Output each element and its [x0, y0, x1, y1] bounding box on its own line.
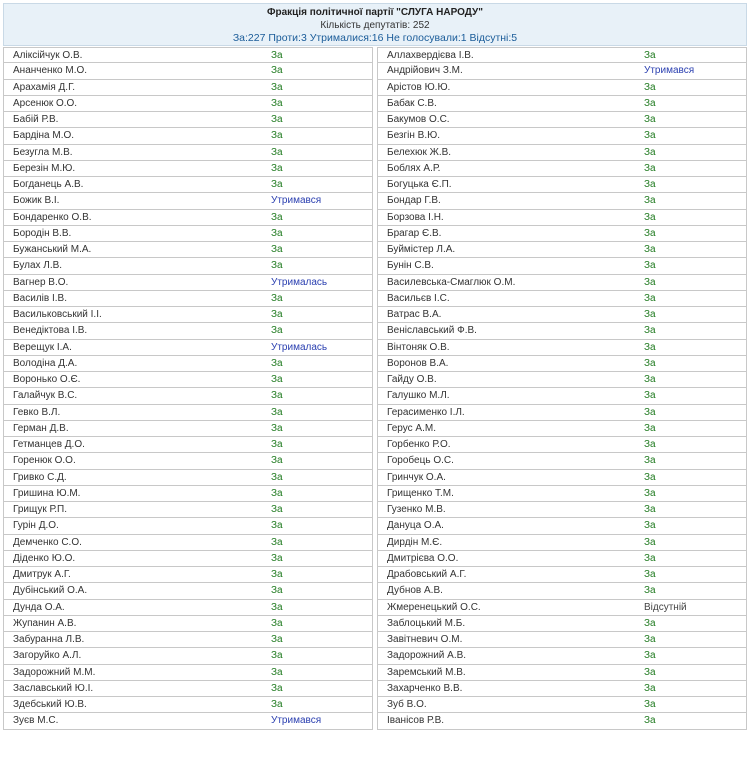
deputy-vote: Відсутній: [644, 601, 687, 613]
deputy-vote: Утримався: [644, 65, 695, 77]
deputy-vote: Утрималась: [271, 276, 328, 288]
deputy-row: [377, 96, 747, 112]
faction-title: Фракція політичної партії "СЛУГА НАРОДУ": [266, 7, 484, 18]
faction-header: [3, 3, 747, 46]
deputy-name: Воронов В.А.: [387, 357, 449, 369]
deputy-vote: За: [644, 390, 656, 402]
deputy-name: Ананченко М.О.: [13, 65, 88, 77]
deputy-row: [3, 96, 373, 112]
deputy-name: Заславський Ю.І.: [13, 682, 94, 694]
deputy-row: [3, 275, 373, 291]
deputy-row: [377, 648, 747, 664]
deputy-vote: За: [271, 520, 283, 532]
vote-summary: За:227 Проти:3 Утрималися:16 Не голосували:1 Відсутні:5: [232, 32, 518, 44]
deputy-row: [377, 518, 747, 534]
deputy-row: [377, 193, 747, 209]
deputy-name: Іванісов Р.В.: [387, 715, 445, 727]
deputy-row: [3, 372, 373, 388]
deputy-vote: За: [271, 682, 283, 694]
deputy-vote: За: [644, 114, 656, 126]
deputy-row: [377, 486, 747, 502]
deputy-vote: За: [644, 487, 656, 499]
deputy-name: Забуранна Л.В.: [13, 634, 85, 646]
deputy-vote: За: [271, 357, 283, 369]
deputy-row: [377, 437, 747, 453]
deputy-vote: За: [644, 715, 656, 727]
deputy-vote: За: [271, 244, 283, 256]
deputy-vote: За: [644, 260, 656, 272]
deputy-row: [3, 551, 373, 567]
deputy-name: Божик В.І.: [13, 195, 60, 207]
deputy-row: [377, 210, 747, 226]
deputy-vote: За: [644, 244, 656, 256]
deputy-vote: За: [271, 227, 283, 239]
deputy-row: [3, 388, 373, 404]
deputy-row: [3, 128, 373, 144]
deputy-vote: За: [644, 634, 656, 646]
deputy-row: [3, 437, 373, 453]
deputy-name: Заремський М.В.: [387, 666, 466, 678]
deputy-name: Драбовський А.Г.: [387, 569, 467, 581]
deputy-name: Горобець О.С.: [387, 455, 454, 467]
deputy-vote: За: [271, 650, 283, 662]
deputy-name: Володіна Д.А.: [13, 357, 78, 369]
deputy-row: [377, 616, 747, 632]
deputy-row: [3, 323, 373, 339]
deputy-name: Арістов Ю.Ю.: [387, 81, 451, 93]
deputy-name: Здебський Ю.В.: [13, 699, 87, 711]
deputy-vote: За: [271, 439, 283, 451]
deputy-name: Жмеренецький О.С.: [387, 601, 481, 613]
deputy-vote: За: [271, 179, 283, 191]
deputy-name: Загоруйко А.Л.: [13, 650, 82, 662]
deputy-row: [3, 486, 373, 502]
deputy-row: [3, 242, 373, 258]
deputy-name: Венедіктова І.В.: [13, 325, 88, 337]
deputy-name: Буймістер Л.А.: [387, 244, 456, 256]
deputy-vote: Утрималась: [271, 341, 328, 353]
deputy-row: [3, 161, 373, 177]
deputy-name: Белехюк Ж.В.: [387, 146, 452, 158]
deputy-vote: За: [271, 552, 283, 564]
deputy-name: Гузенко М.В.: [387, 504, 446, 516]
deputy-name: Березін М.Ю.: [13, 162, 76, 174]
deputy-vote: За: [644, 569, 656, 581]
deputy-vote: За: [644, 81, 656, 93]
deputy-vote: За: [644, 292, 656, 304]
deputy-vote: За: [271, 114, 283, 126]
deputy-vote: За: [644, 162, 656, 174]
deputy-name: Демченко С.О.: [13, 536, 82, 548]
deputy-row: [377, 421, 747, 437]
deputy-vote: Утримався: [271, 715, 322, 727]
deputy-vote: За: [644, 211, 656, 223]
deputy-row: [3, 665, 373, 681]
deputy-vote: За: [271, 699, 283, 711]
deputy-name: Богуцька Є.П.: [387, 179, 452, 191]
deputy-row: [377, 470, 747, 486]
deputy-vote: За: [271, 146, 283, 158]
deputy-vote: За: [271, 487, 283, 499]
deputy-vote: За: [271, 260, 283, 272]
deputy-name: Бабак С.В.: [387, 97, 437, 109]
deputy-name: Задорожний А.В.: [387, 650, 467, 662]
deputy-row: [377, 632, 747, 648]
deputy-name: Богданець А.В.: [13, 179, 84, 191]
deputy-vote: За: [271, 374, 283, 386]
deputy-name: Гайду О.В.: [387, 374, 437, 386]
deputy-vote: За: [644, 406, 656, 418]
deputy-name: Горбенко Р.О.: [387, 439, 451, 451]
deputy-row: [377, 80, 747, 96]
deputy-name: Гетманцев Д.О.: [13, 439, 85, 451]
deputy-vote: За: [644, 309, 656, 321]
deputy-row: [3, 112, 373, 128]
deputy-row: [3, 502, 373, 518]
deputy-name: Задорожний М.М.: [13, 666, 96, 678]
deputy-row: [377, 453, 747, 469]
deputy-row: [377, 323, 747, 339]
deputy-row: [3, 453, 373, 469]
deputy-name: Дануца О.А.: [387, 520, 444, 532]
deputy-vote: За: [644, 617, 656, 629]
deputy-name: Арахамія Д.Г.: [13, 81, 76, 93]
deputy-row: [377, 388, 747, 404]
deputy-name: Гривко С.Д.: [13, 471, 67, 483]
deputy-name: Дмитрієва О.О.: [387, 552, 459, 564]
deputy-vote: За: [271, 309, 283, 321]
deputy-name: Жупанин А.В.: [13, 617, 77, 629]
deputy-name: Арсенюк О.О.: [13, 97, 78, 109]
deputy-row: [3, 177, 373, 193]
deputy-row: [377, 226, 747, 242]
deputy-vote: За: [644, 49, 656, 61]
deputy-row: [3, 291, 373, 307]
deputy-row: [3, 567, 373, 583]
deputy-row: [377, 697, 747, 713]
deputy-name: Грищук Р.П.: [13, 504, 68, 516]
deputy-vote: За: [271, 617, 283, 629]
deputy-row: [377, 161, 747, 177]
deputy-name: Дубнов А.В.: [387, 585, 443, 597]
deputy-name: Безугла М.В.: [13, 146, 73, 158]
deputy-vote: За: [644, 146, 656, 158]
deputy-vote: За: [644, 682, 656, 694]
deputy-vote: За: [644, 455, 656, 467]
deputy-name: Васильковський І.І.: [13, 309, 102, 321]
deputy-name: Василів І.В.: [13, 292, 67, 304]
deputy-name: Гринчук О.А.: [387, 471, 446, 483]
deputy-row: [3, 307, 373, 323]
deputy-name: Дунда О.А.: [13, 601, 65, 613]
deputy-row: [377, 145, 747, 161]
deputy-row: [3, 421, 373, 437]
deputy-name: Галайчук В.С.: [13, 390, 78, 402]
deputy-row: [377, 600, 747, 616]
deputy-vote: За: [271, 130, 283, 142]
deputy-row: [3, 226, 373, 242]
deputy-count: Кількість депутатів: 252: [320, 20, 430, 31]
deputy-name: Захарченко В.В.: [387, 682, 463, 694]
deputy-row: [377, 128, 747, 144]
deputy-name: Грищенко Т.М.: [387, 487, 454, 499]
deputy-row: [3, 210, 373, 226]
deputy-row: [3, 193, 373, 209]
deputy-row: [377, 275, 747, 291]
deputy-vote: За: [271, 162, 283, 174]
deputy-name: Аллахвердієва І.В.: [387, 49, 474, 61]
deputy-name: Булах Л.В.: [13, 260, 63, 272]
deputy-name: Верещук І.А.: [13, 341, 72, 353]
deputy-name: Завітневич О.М.: [387, 634, 463, 646]
deputy-vote: За: [644, 179, 656, 191]
deputy-row: [377, 47, 747, 63]
deputy-row: [377, 177, 747, 193]
deputy-name: Бардіна М.О.: [13, 130, 75, 142]
deputy-row: [377, 291, 747, 307]
deputy-row: [377, 535, 747, 551]
deputy-vote: За: [271, 422, 283, 434]
deputy-row: [377, 405, 747, 421]
deputy-vote: За: [271, 471, 283, 483]
deputy-row: [377, 713, 747, 729]
deputy-row: [3, 145, 373, 161]
deputy-name: Бабій Р.В.: [13, 114, 59, 126]
deputy-row: [377, 307, 747, 323]
deputy-row: [377, 63, 747, 79]
deputy-name: Заблоцький М.Б.: [387, 617, 466, 629]
deputy-vote: За: [644, 227, 656, 239]
deputy-name: Бондаренко О.В.: [13, 211, 92, 223]
deputy-row: [3, 356, 373, 372]
deputy-row: [3, 63, 373, 79]
deputy-name: Бородін В.В.: [13, 227, 72, 239]
deputy-row: [377, 356, 747, 372]
deputy-name: Аліксійчук О.В.: [13, 49, 83, 61]
deputy-vote: За: [271, 406, 283, 418]
deputy-vote: За: [644, 130, 656, 142]
deputy-vote: За: [644, 585, 656, 597]
deputy-row: [3, 340, 373, 356]
deputies-column-left: [3, 47, 373, 730]
deputy-name: Дмитрук А.Г.: [13, 569, 71, 581]
deputy-vote: За: [271, 601, 283, 613]
deputy-vote: За: [271, 634, 283, 646]
deputy-vote: За: [644, 552, 656, 564]
deputy-row: [3, 258, 373, 274]
deputy-name: Герасименко І.Л.: [387, 406, 465, 418]
deputy-vote: За: [271, 536, 283, 548]
deputy-row: [3, 405, 373, 421]
deputy-vote: Утримався: [271, 195, 322, 207]
deputy-row: [3, 535, 373, 551]
deputy-row: [3, 518, 373, 534]
deputy-row: [377, 583, 747, 599]
deputy-row: [3, 681, 373, 697]
deputy-name: Дирдін М.Є.: [387, 536, 443, 548]
deputy-vote: За: [271, 666, 283, 678]
deputy-row: [3, 648, 373, 664]
deputy-vote: За: [644, 341, 656, 353]
deputy-name: Галушко М.Л.: [387, 390, 450, 402]
deputy-vote: За: [644, 536, 656, 548]
deputy-name: Зуб В.О.: [387, 699, 427, 711]
deputy-vote: За: [644, 97, 656, 109]
deputy-name: Брагар Є.В.: [387, 227, 442, 239]
deputy-name: Вінтоняк О.В.: [387, 341, 450, 353]
deputy-name: Бужанський М.А.: [13, 244, 92, 256]
deputies-column-right: [377, 47, 747, 730]
deputy-vote: За: [271, 97, 283, 109]
deputy-vote: За: [271, 325, 283, 337]
deputy-vote: За: [644, 699, 656, 711]
deputy-vote: За: [644, 666, 656, 678]
deputy-row: [3, 697, 373, 713]
deputy-row: [3, 616, 373, 632]
deputy-row: [3, 47, 373, 63]
deputy-name: Гевко В.Л.: [13, 406, 61, 418]
deputy-name: Горенюк О.О.: [13, 455, 76, 467]
deputy-vote: За: [644, 325, 656, 337]
deputy-name: Зуєв М.С.: [13, 715, 59, 727]
deputy-row: [3, 713, 373, 729]
deputy-row: [377, 551, 747, 567]
deputy-name: Василевська-Смаглюк О.М.: [387, 276, 516, 288]
deputy-vote: За: [271, 292, 283, 304]
deputy-vote: За: [271, 569, 283, 581]
deputy-row: [377, 258, 747, 274]
deputy-vote: За: [644, 471, 656, 483]
deputy-name: Веніславський Ф.В.: [387, 325, 477, 337]
deputy-name: Васильєв І.С.: [387, 292, 450, 304]
deputy-name: Боблях А.Р.: [387, 162, 441, 174]
deputy-name: Гришина Ю.М.: [13, 487, 81, 499]
deputy-vote: За: [271, 585, 283, 597]
deputy-name: Вагнер В.О.: [13, 276, 69, 288]
deputy-name: Бакумов О.С.: [387, 114, 450, 126]
deputy-row: [3, 600, 373, 616]
deputy-vote: За: [271, 504, 283, 516]
deputy-name: Борзова І.Н.: [387, 211, 444, 223]
deputy-row: [377, 665, 747, 681]
deputy-row: [3, 583, 373, 599]
deputy-vote: За: [644, 374, 656, 386]
deputy-name: Герус А.М.: [387, 422, 436, 434]
deputy-name: Безгін В.Ю.: [387, 130, 440, 142]
deputy-vote: За: [644, 276, 656, 288]
deputy-vote: За: [644, 650, 656, 662]
deputy-row: [377, 502, 747, 518]
deputy-vote: За: [644, 504, 656, 516]
deputy-vote: За: [644, 422, 656, 434]
deputy-name: Бондар Г.В.: [387, 195, 441, 207]
deputy-row: [377, 567, 747, 583]
deputy-vote: За: [271, 390, 283, 402]
deputy-row: [3, 80, 373, 96]
deputy-row: [377, 372, 747, 388]
deputy-row: [377, 112, 747, 128]
deputy-name: Гурін Д.О.: [13, 520, 59, 532]
deputy-vote: За: [644, 439, 656, 451]
deputy-name: Бунін С.В.: [387, 260, 434, 272]
deputy-name: Діденко Ю.О.: [13, 552, 76, 564]
deputy-vote: За: [644, 195, 656, 207]
deputy-vote: За: [271, 65, 283, 77]
deputy-vote: За: [271, 455, 283, 467]
deputy-name: Дубінський О.А.: [13, 585, 88, 597]
deputy-row: [377, 340, 747, 356]
deputy-row: [3, 470, 373, 486]
deputy-name: Ватрас В.А.: [387, 309, 442, 321]
deputy-vote: За: [271, 211, 283, 223]
deputy-row: [377, 681, 747, 697]
deputy-row: [377, 242, 747, 258]
deputy-row: [3, 632, 373, 648]
deputy-vote: За: [271, 81, 283, 93]
deputy-vote: За: [644, 520, 656, 532]
deputy-vote: За: [271, 49, 283, 61]
deputy-name: Воронько О.Є.: [13, 374, 81, 386]
deputy-name: Андрійович З.М.: [387, 65, 463, 77]
deputy-vote: За: [644, 357, 656, 369]
deputy-name: Герман Д.В.: [13, 422, 69, 434]
